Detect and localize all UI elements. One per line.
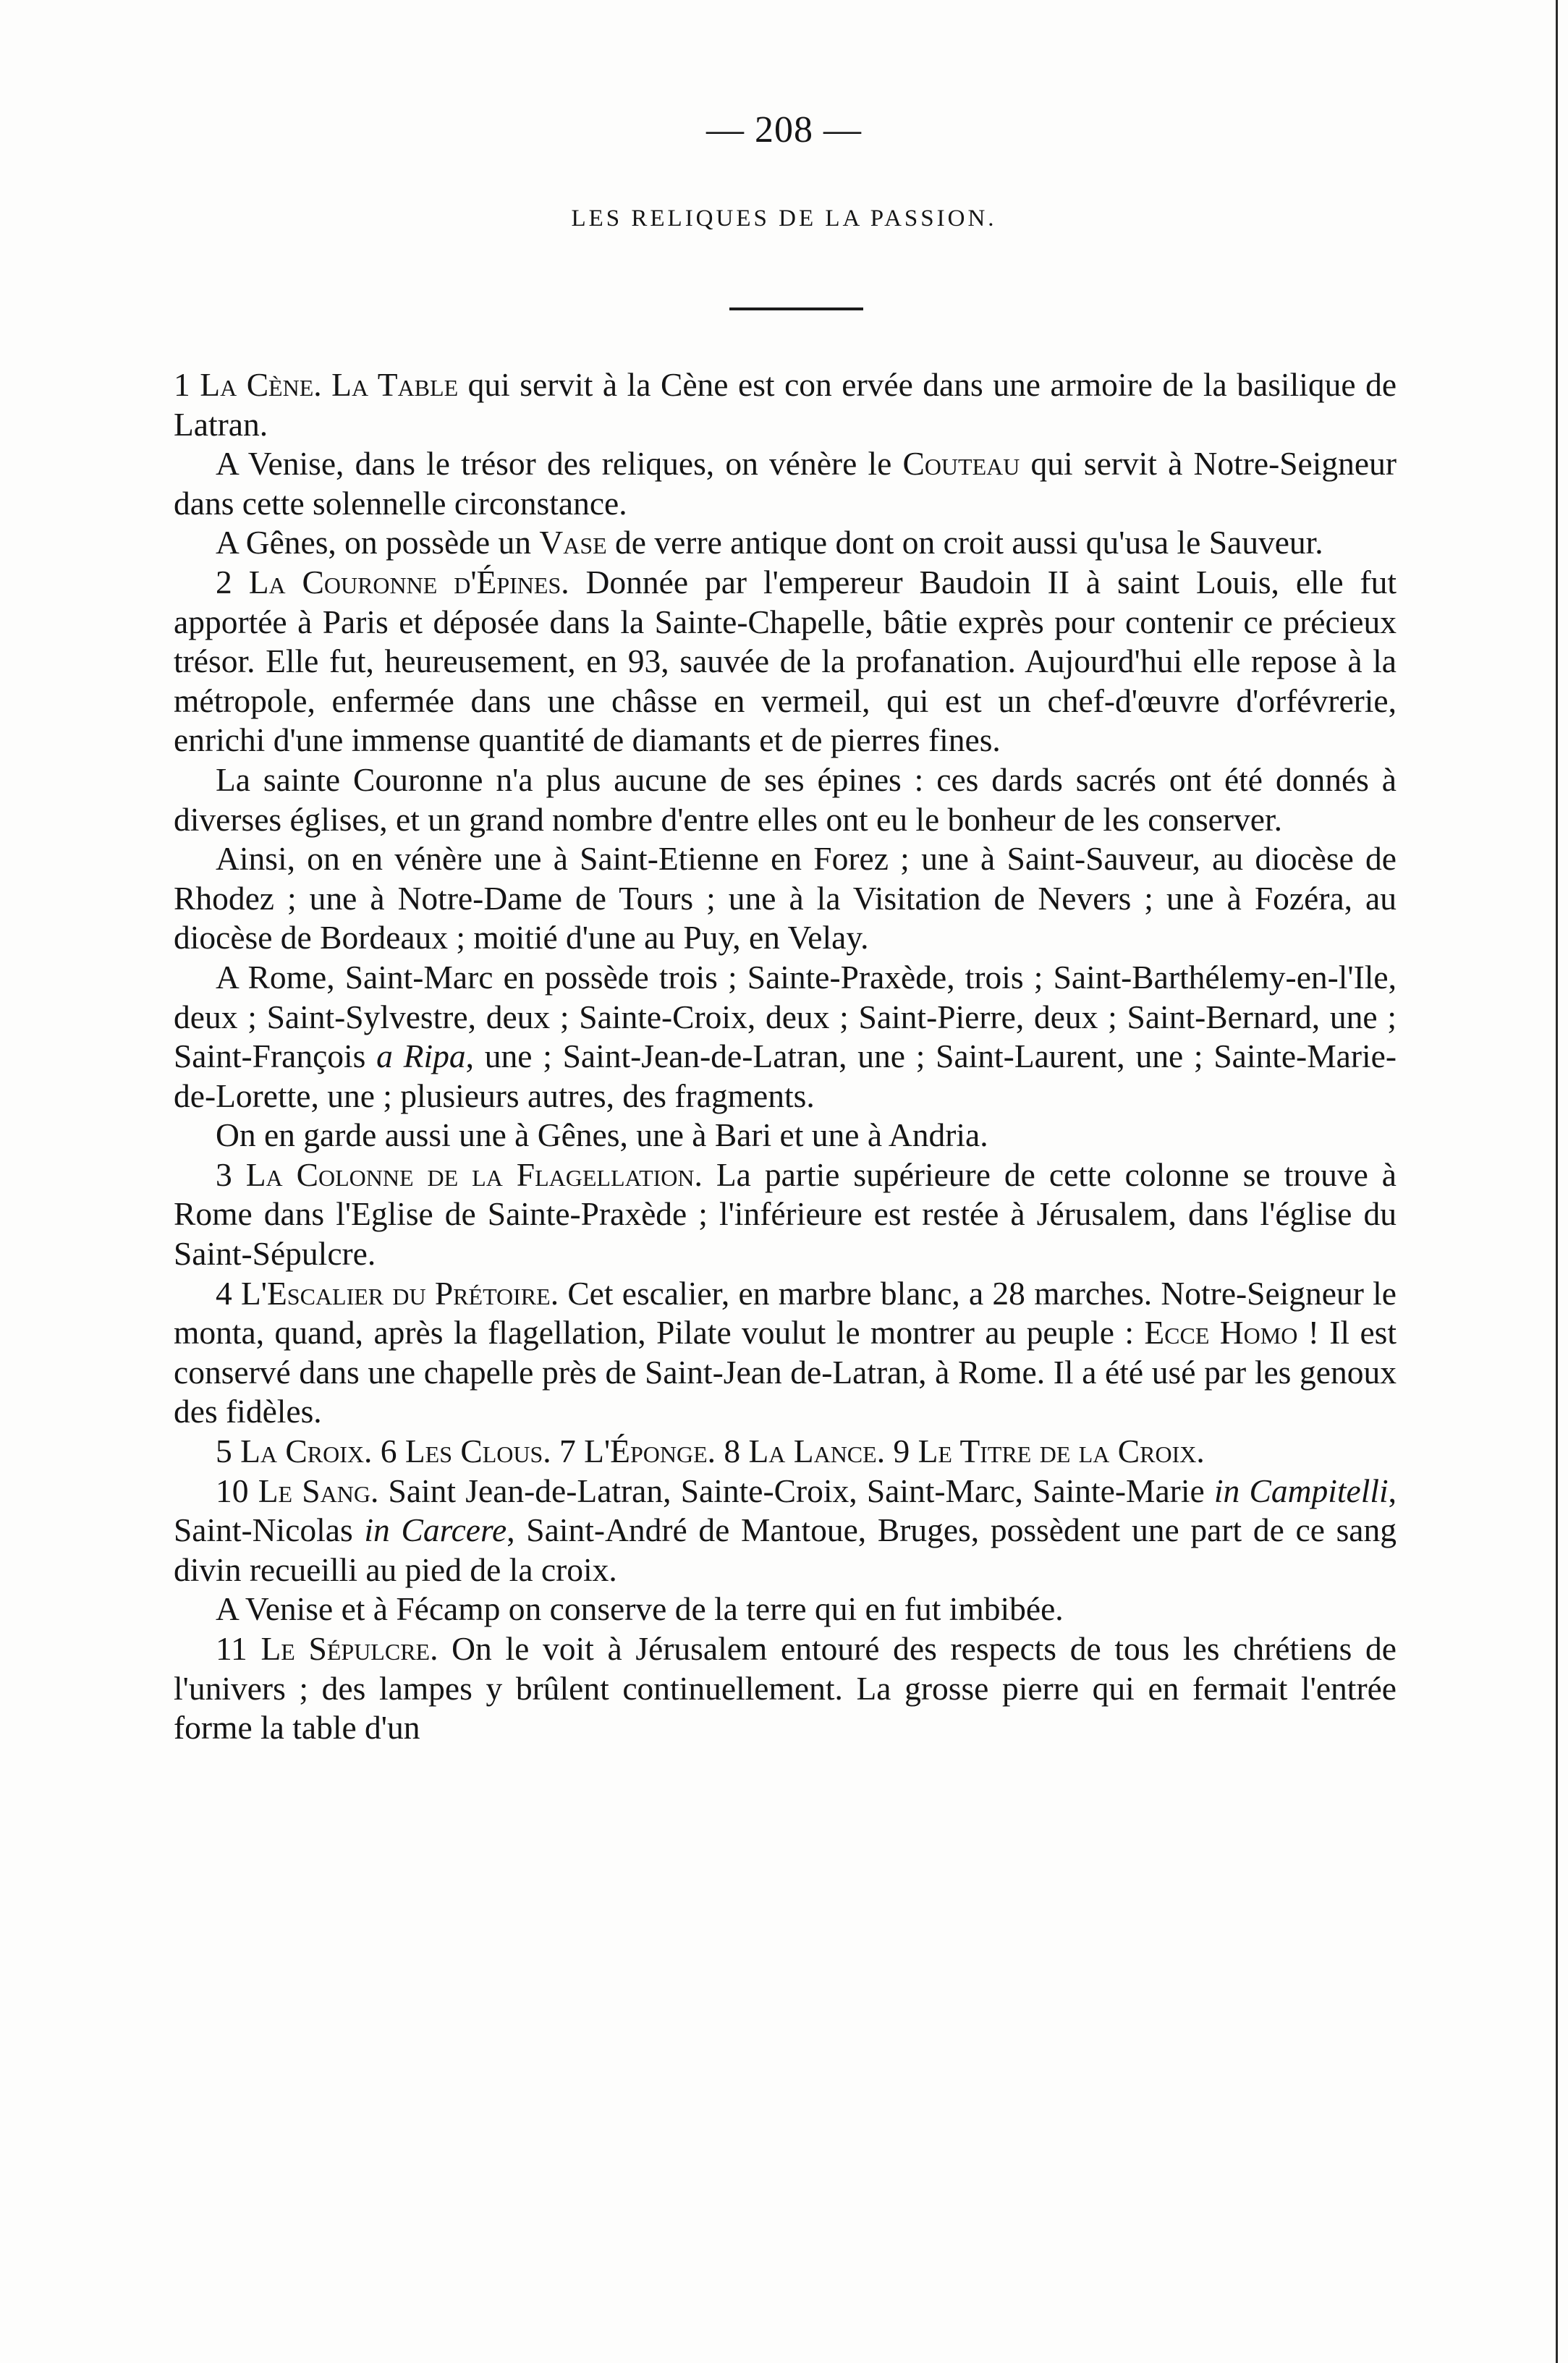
small-caps-term: La Cène <box>200 366 314 403</box>
paragraph <box>174 1274 1397 1432</box>
small-caps-term: Le Titre de la Croix <box>918 1433 1197 1470</box>
paragraph <box>174 1590 1397 1629</box>
text-run: . Donnée par l'empereur Baudoin II à saint Louis, elle fut apportée à Paris et déposée dans la Sainte-Chapelle, bâtie exprès pour contenir ce précieux trésor. Elle fut, heureusement, en 93, sauvée de la profanation. Aujourd'hui elle repose à la métropole, enfermée dans une châsse en vermeil, qui est un chef-d'œuvre d'orfévrerie, enrichi d'une immense quantité de diamants et de pierres fines. <box>174 563 1397 759</box>
body-text <box>174 365 1397 1748</box>
text-run: . <box>1196 1433 1205 1470</box>
italic-term: a Ripa <box>376 1038 466 1075</box>
italic-term: in Campitelli <box>1213 1472 1389 1509</box>
text-run: A Gênes, on possède un <box>216 524 540 561</box>
paragraph <box>174 444 1397 523</box>
small-caps-term: La Croix <box>240 1433 364 1470</box>
text-run: de verre antique dont on croit aussi qu'usa le Sauveur. <box>606 524 1323 561</box>
small-caps-term: Les Clous <box>404 1433 543 1470</box>
small-caps-term: Vase <box>539 524 607 561</box>
text-run: Ainsi, on en vénère une à Saint-Etienne en Forez ; une à Saint-Sauveur, au diocèse de Rhodez ; une à Notre-Dame de Tours ; une à la Visitation de Nevers ; une à Fozéra, au diocèse de Bordeaux ; moitié d'une au Puy, en Velay. <box>174 840 1397 956</box>
running-title: LES RELIQUES DE LA PASSION. <box>571 205 997 232</box>
italic-term: in Carcere <box>364 1511 507 1549</box>
text-run: . <box>313 366 332 403</box>
small-caps-term: L'Éponge <box>584 1433 708 1470</box>
paragraph <box>174 1629 1397 1748</box>
text-run: . 9 <box>876 1433 918 1470</box>
text-run: 11 <box>216 1630 261 1667</box>
paragraph <box>174 365 1397 444</box>
text-run: 5 <box>216 1433 241 1470</box>
paragraph <box>174 1155 1397 1274</box>
text-run: . 7 <box>543 1433 585 1470</box>
small-caps-term: La Table <box>331 366 459 403</box>
small-caps-term: Le Sang <box>258 1472 370 1509</box>
small-caps-term: La Lance <box>748 1433 877 1470</box>
text-run: , Saint-André de Mantoue, Bruges, possèdent une part de ce sang divin recueilli au pied de la croix. <box>174 1511 1397 1588</box>
text-run: . On le voit à Jérusalem entouré des respects de tous les chrétiens de l'univers ; des lampes y brûlent continuellement. La grosse pierre qui en fermait l'entrée forme la table d'un <box>174 1630 1397 1747</box>
text-run: . 8 <box>707 1433 749 1470</box>
paragraph <box>174 1432 1397 1472</box>
small-caps-term: Ecce Homo <box>1144 1314 1298 1352</box>
text-run: . Saint Jean-de-Latran, Sainte-Croix, Saint-Marc, Sainte-Marie <box>370 1472 1214 1509</box>
text-run: A Venise, dans le trésor des reliques, on vénère le <box>216 445 903 483</box>
text-run: . 6 <box>363 1433 405 1470</box>
small-caps-term: Le Sépulcre <box>260 1630 431 1667</box>
text-run: ! Il est conservé dans une chapelle près de Saint-Jean de-Latran, à Rome. Il a été usé par les genoux des fidèles. <box>174 1314 1397 1430</box>
paragraph <box>174 839 1397 958</box>
text-run: On en garde aussi une à Gênes, une à Bari et une à Andria. <box>216 1116 988 1154</box>
text-run: qui servit à la Cène est con ervée dans une armoire de la basilique de Latran. <box>174 366 1397 443</box>
page-edge-line <box>1556 0 1558 2363</box>
title-rule <box>729 307 863 310</box>
text-run: . La partie supérieure de cette colonne se trouve à Rome dans l'Eglise de Sainte-Praxède ; l'inférieure est restée à Jérusalem, dans l'église du Saint-Sépulcre. <box>174 1155 1397 1273</box>
paragraph <box>174 563 1397 760</box>
paragraph <box>174 523 1397 563</box>
text-run: A Rome, Saint-Marc en possède trois ; Sainte-Praxède, trois ; Saint-Barthélemy-en-l'Ile, deux ; Saint-Sylvestre, deux ; Sainte-Croix, deux ; Saint-Pierre, deux ; Saint-Bernard, une ; Saint-François <box>174 958 1397 1075</box>
text-run: , une ; Saint-Jean-de-Latran, une ; Saint-Laurent, une ; Sainte-Marie-de-Lorette, une ; plusieurs autres, des fragments. <box>174 1038 1397 1114</box>
small-caps-term: La Colonne de la Flagellation <box>245 1155 695 1193</box>
text-run: 10 <box>216 1472 258 1509</box>
small-caps-term: L'Escalier du Prétoire <box>241 1274 551 1312</box>
page-number: — 208 — <box>706 109 862 150</box>
paragraph <box>174 760 1397 839</box>
paragraph <box>174 1472 1397 1590</box>
text-run: . Cet escalier, en marbre blanc, a 28 marches. Notre-Seigneur le monta, quand, après la flagellation, Pilate voulut le montrer au peuple : <box>174 1274 1397 1352</box>
text-run: A Venise et à Fécamp on conserve de la terre qui en fut imbibée. <box>216 1590 1064 1628</box>
small-caps-term: La Couronne d'Épines <box>248 563 561 601</box>
text-run: 1 <box>174 366 200 403</box>
text-run: 2 <box>216 563 249 601</box>
text-run: 3 <box>216 1155 246 1193</box>
small-caps-term: Couteau <box>902 445 1020 483</box>
text-run: , Saint-Nicolas <box>174 1472 1397 1549</box>
text-run: qui servit à Notre-Seigneur dans cette solennelle circonstance. <box>174 445 1397 522</box>
text-run: La sainte Couronne n'a plus aucune de ses épines : ces dards sacrés ont été donnés à diverses églises, et un grand nombre d'entre elles ont eu le bonheur de les conserver. <box>174 760 1397 838</box>
paragraph <box>174 958 1397 1116</box>
paragraph <box>174 1116 1397 1155</box>
text-run: 4 <box>216 1274 242 1312</box>
